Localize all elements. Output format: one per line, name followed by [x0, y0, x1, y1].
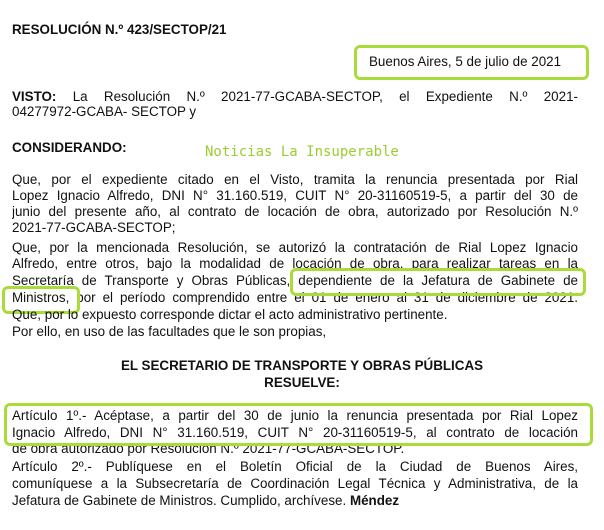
art1-line-2: Ignacio Alfredo, DNI N° 31.160.519, CUIT N° 20-31160519-5, al contrato de locación — [12, 425, 578, 440]
p4: Por ello, en uso de las facultades que le son propias, — [12, 324, 327, 339]
art2-text: Jefatura de Gabinete de Ministros. Cumplido, archívese. — [12, 493, 347, 508]
article1-highlight — [4, 403, 593, 446]
p1-line-2: Lopez Ignacio Alfredo, DNI N° 31.160.519, CUIT N° 20-31160519-5, a partir del 30 de — [12, 188, 578, 203]
art1-line-1: Artículo 1º.- Acéptase, a partir del 30 de junio la renuncia presentada por Rial Lopez — [12, 408, 578, 423]
p2-line-2: Alfredo, entre otros, bajo la modalidad de locación de obra, para realizar tareas en la — [12, 256, 578, 271]
p2-line-3: Secretaría de Transporte y Obras Públicas, dependiente de la Jefatura de Gabinete de — [12, 273, 578, 288]
considerando-heading: CONSIDERANDO: — [12, 140, 127, 155]
p1-line-3: junio del presente año, al contrato de locación de obra, autorizado por Resolución N.º — [12, 204, 578, 219]
watermark: Noticias La Insuperable — [205, 144, 399, 160]
signature: Méndez — [349, 493, 400, 508]
p2-line-1: Que, por la mencionada Resolución, se autorizó la contratación de Rial Lopez Ignacio — [12, 240, 578, 255]
art2-line-1: Artículo 2º.- Publíquese en el Boletín Oficial de la Ciudad de Buenos Aires, — [12, 459, 578, 474]
visto-line-1 — [12, 89, 578, 104]
secretary-heading: EL SECRETARIO DE TRANSPORTE Y OBRAS PÚBLICAS — [120, 358, 484, 373]
jefatura-highlight — [290, 268, 586, 296]
p2-line-4: Ministros, por el período comprendido entre el 01 de enero al 31 de diciembre de 2021. — [12, 290, 578, 305]
resolution-title: RESOLUCIÓN N.º 423/SECTOP/21 — [12, 22, 227, 37]
visto-label: VISTO: — [12, 89, 57, 104]
resolution-date: Buenos Aires, 5 de julio de 2021 — [369, 54, 562, 69]
art1-line-3: de obra autorizado por Resolución N.º 2021-77-GCABA-SECTOP. — [12, 441, 405, 456]
resuelve-heading: RESUELVE: — [264, 375, 340, 390]
p1-line-4: 2021-77-GCABA-SECTOP; — [12, 220, 176, 235]
p1-line-1: Que, por el expediente citado en el Visto, tramita la renuncia presentada por Rial — [12, 172, 578, 187]
art2-line-3 — [12, 493, 399, 508]
visto-text: La Resolución N.º 2021-77-GCABA-SECTOP, el Expediente N.º 2021- — [72, 89, 578, 104]
p3: Que, por lo expuesto corresponde dictar el acto administrativo pertinente. — [12, 307, 448, 322]
art2-line-2: comuníquese a la Subsecretaría de Coordinación Legal Técnica y Administrativa, de la — [12, 476, 578, 491]
visto-line-2: 04277972-GCABA- SECTOP y — [12, 104, 197, 119]
